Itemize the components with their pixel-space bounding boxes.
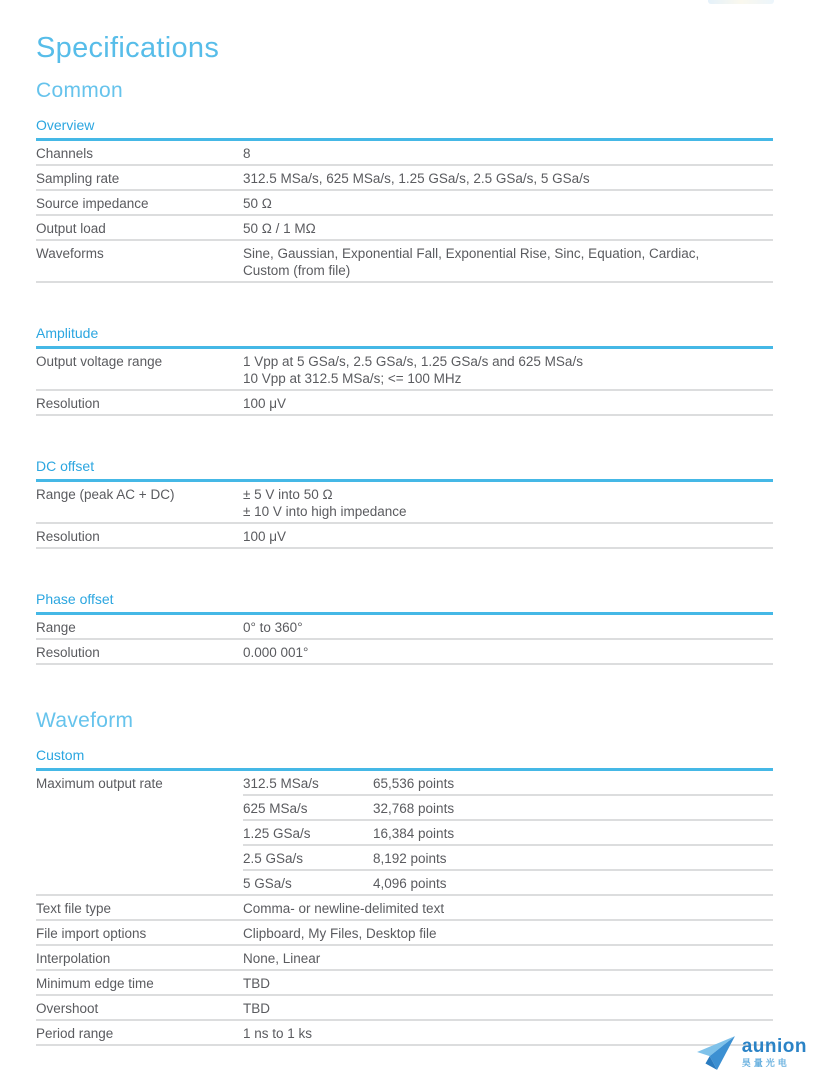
- spec-label: Range (peak AC + DC): [36, 487, 175, 502]
- table-row-interpolation: [36, 946, 773, 971]
- table-row-output-load: [36, 216, 773, 241]
- spec-value: 8: [243, 146, 251, 161]
- table-row-phase-range: [36, 615, 773, 640]
- table-row-sampling-rate: [36, 166, 773, 191]
- rate-entry: [243, 821, 773, 846]
- spec-value: None, Linear: [243, 951, 321, 966]
- spec-value: 100 μV: [243, 529, 287, 544]
- spec-document: [36, 32, 773, 1046]
- table-row-channels: [36, 141, 773, 166]
- spec-label: Interpolation: [36, 951, 111, 966]
- spec-label: Source impedance: [36, 196, 149, 211]
- table-overview: [36, 117, 773, 283]
- spec-label: Minimum edge time: [36, 976, 154, 991]
- spec-value-line: 1 Vpp at 5 GSa/s, 2.5 GSa/s, 1.25 GSa/s and 625 MSa/s: [243, 354, 583, 369]
- table-title-phase-offset: Phase offset: [36, 591, 773, 615]
- spec-label: Text file type: [36, 901, 112, 916]
- spec-value: [243, 245, 773, 279]
- spec-label: Resolution: [36, 396, 100, 411]
- rate-value: 312.5 MSa/s: [243, 776, 319, 791]
- spec-value: [243, 353, 773, 387]
- table-row-source-impedance: [36, 191, 773, 216]
- spec-value: 0.000 001°: [243, 645, 309, 660]
- table-title-custom: Custom: [36, 747, 773, 771]
- spec-label: Output voltage range: [36, 354, 163, 369]
- rate-entry: [243, 771, 773, 796]
- spec-label: Output load: [36, 221, 106, 236]
- table-amplitude: [36, 325, 773, 416]
- spec-label: Channels: [36, 146, 94, 161]
- spec-label: Resolution: [36, 529, 100, 544]
- table-row-phase-resolution: [36, 640, 773, 665]
- brand-name-chinese: 昊量光电: [741, 1058, 790, 1068]
- brand-logo-text: [742, 1037, 807, 1069]
- points-value: 65,536 points: [373, 776, 455, 791]
- spec-label: Overshoot: [36, 1001, 99, 1016]
- spec-value: 0° to 360°: [243, 620, 303, 635]
- spec-value-line: ± 10 V into high impedance: [243, 504, 407, 519]
- table-dc-offset: [36, 458, 773, 549]
- spec-value: Comma- or newline-delimited text: [243, 901, 445, 916]
- spec-label: Resolution: [36, 645, 100, 660]
- rate-entry: [243, 796, 773, 821]
- spec-value: 100 μV: [243, 396, 287, 411]
- section-heading-common: Common: [36, 79, 123, 102]
- spec-value: Clipboard, My Files, Desktop file: [243, 926, 437, 941]
- table-phase-offset: [36, 591, 773, 665]
- table-row-dc-resolution: [36, 524, 773, 549]
- table-row-file-import-options: [36, 921, 773, 946]
- spec-value: 50 Ω: [243, 196, 272, 211]
- spec-value-line: ± 5 V into 50 Ω: [243, 487, 333, 502]
- rate-value: 1.25 GSa/s: [243, 826, 311, 841]
- table-row-maximum-output-rate: [36, 771, 773, 896]
- paper-plane-icon: [696, 1035, 736, 1071]
- cropped-page-edge-artifact: [708, 0, 774, 4]
- table-custom: [36, 747, 773, 1046]
- table-row-amplitude-resolution: [36, 391, 773, 416]
- spec-value: TBD: [243, 976, 270, 991]
- table-title-dc-offset: DC offset: [36, 458, 773, 482]
- table-row-period-range: [36, 1021, 773, 1046]
- table-row-minimum-edge-time: [36, 971, 773, 996]
- spec-value: 1 ns to 1 ks: [243, 1026, 313, 1041]
- points-value: 16,384 points: [373, 826, 455, 841]
- rate-entry: [243, 846, 773, 871]
- rate-value: 625 MSa/s: [243, 801, 308, 816]
- spec-value-line: 10 Vpp at 312.5 MSa/s; <= 100 MHz: [243, 371, 462, 386]
- table-title-overview: Overview: [36, 117, 773, 141]
- points-value: 8,192 points: [373, 851, 447, 866]
- section-heading-waveform: Waveform: [36, 709, 134, 732]
- spec-label: Range: [36, 620, 76, 635]
- rate-entry: [243, 871, 773, 892]
- rate-value: 2.5 GSa/s: [243, 851, 304, 866]
- page-title: Specifications: [36, 32, 220, 64]
- spec-value: 50 Ω / 1 MΩ: [243, 221, 316, 236]
- spec-value: 312.5 MSa/s, 625 MSa/s, 1.25 GSa/s, 2.5 GSa/s, 5 GSa/s: [243, 171, 590, 186]
- spec-label: Period range: [36, 1026, 114, 1041]
- spec-label: Waveforms: [36, 246, 104, 261]
- rate-value: 5 GSa/s: [243, 876, 292, 891]
- spec-value-line: Sine, Gaussian, Exponential Fall, Exponential Rise, Sinc, Equation, Cardiac,: [243, 246, 700, 261]
- spec-label: File import options: [36, 926, 147, 941]
- table-row-waveforms: [36, 241, 773, 283]
- spec-value-line: Custom (from file): [243, 263, 351, 278]
- spec-label: Maximum output rate: [36, 776, 163, 791]
- table-row-text-file-type: [36, 896, 773, 921]
- points-value: 32,768 points: [373, 801, 455, 816]
- rate-subtable: [243, 771, 773, 892]
- table-row-overshoot: [36, 996, 773, 1021]
- table-row-dc-range: [36, 482, 773, 524]
- table-title-amplitude: Amplitude: [36, 325, 773, 349]
- brand-name: aunion: [741, 1036, 807, 1057]
- points-value: 4,096 points: [373, 876, 447, 891]
- table-row-output-voltage-range: [36, 349, 773, 391]
- brand-logo: [696, 1035, 807, 1071]
- spec-value: [243, 486, 773, 520]
- spec-label: Sampling rate: [36, 171, 120, 186]
- spec-value: TBD: [243, 1001, 270, 1016]
